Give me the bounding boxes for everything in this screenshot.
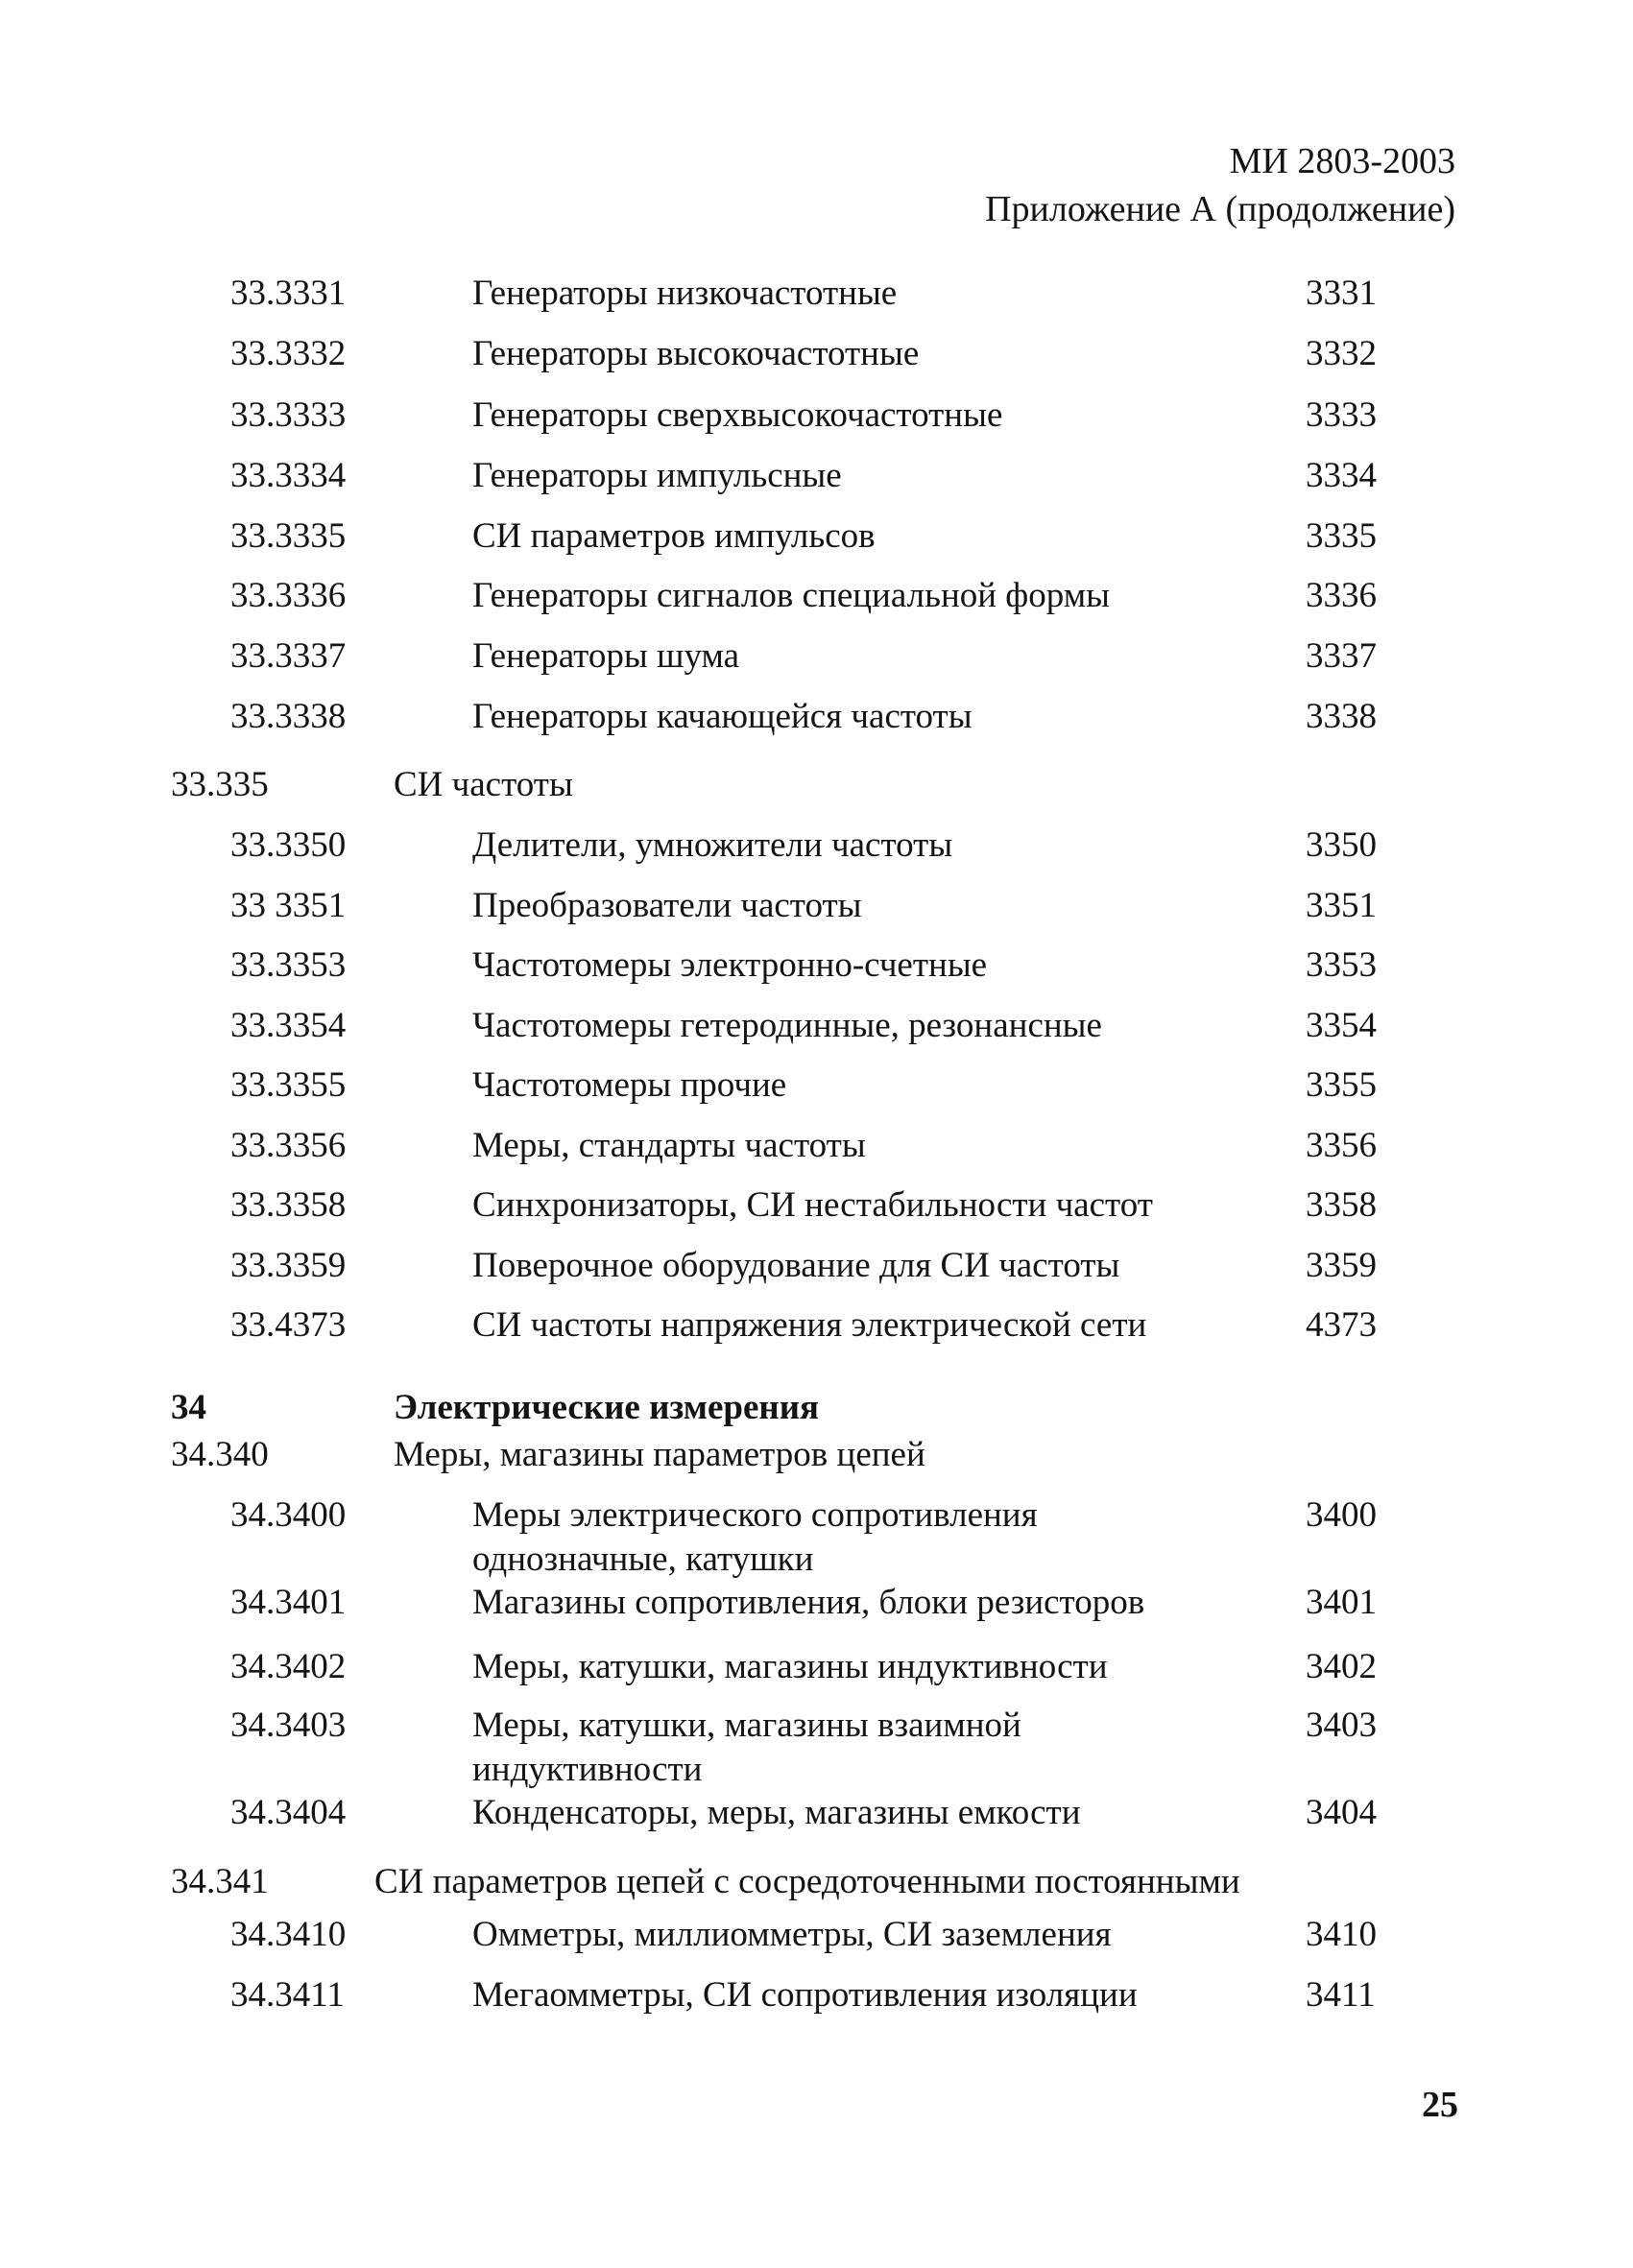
row-code: 33.3338: [230, 697, 347, 736]
row-number: 3331: [1306, 274, 1377, 313]
row-code: 33.3353: [230, 945, 347, 985]
row-number: 3354: [1306, 1006, 1377, 1045]
section-code: 34: [171, 1388, 206, 1427]
row-code: 34.3403: [230, 1706, 347, 1745]
row-code: 34.3411: [230, 1975, 345, 2015]
row-number: 3410: [1306, 1915, 1377, 1954]
row-code: 34.3404: [230, 1793, 347, 1832]
row-code: 33.3331: [230, 274, 347, 313]
row-number: 3332: [1306, 334, 1377, 373]
row-number: 3401: [1306, 1583, 1377, 1622]
row-number: 3351: [1306, 886, 1377, 925]
row-name: Частотомеры гетеродинные, резонансные: [472, 1006, 1102, 1045]
row-code: 33.3355: [230, 1065, 347, 1105]
row-name: Меры, катушки, магазины взаимной индуктивности: [472, 1706, 1021, 1789]
row-code: 33.3350: [230, 825, 347, 865]
row-name: Синхронизаторы, СИ нестабильности частот: [472, 1185, 1153, 1225]
row-name: Поверочное оборудование для СИ частоты: [472, 1246, 1120, 1285]
row-number: 3335: [1306, 516, 1377, 556]
row-number: 3403: [1306, 1706, 1377, 1745]
appendix-heading: Приложение А (продолжение): [985, 189, 1455, 229]
row-number: 3337: [1306, 636, 1377, 676]
row-code: 33.3356: [230, 1126, 347, 1165]
row-number: 3353: [1306, 945, 1377, 985]
row-name: Генераторы шума: [472, 636, 740, 676]
row-number: 4373: [1306, 1305, 1377, 1345]
row-number: 3404: [1306, 1793, 1377, 1832]
row-name: Генераторы высокочастотные: [472, 334, 920, 373]
row-name: Частотомеры прочие: [472, 1065, 787, 1105]
row-number: 3333: [1306, 395, 1377, 435]
group-name: Меры, магазины параметров цепей: [394, 1435, 925, 1474]
row-name: Генераторы качающейся частоты: [472, 697, 973, 736]
row-name: Генераторы сверхвысокочастотные: [472, 395, 1003, 435]
row-code: 34.3410: [230, 1915, 347, 1954]
row-number: 3334: [1306, 456, 1377, 495]
row-code: 34.3400: [230, 1495, 347, 1535]
group-name: СИ параметров цепей с сосредоточенными постоянными: [374, 1862, 1240, 1901]
row-code: 33.3333: [230, 395, 347, 435]
row-number: 3350: [1306, 825, 1377, 865]
row-name: Делители, умножители частоты: [472, 825, 953, 865]
row-number: 3358: [1306, 1185, 1377, 1225]
row-code: 33.3334: [230, 456, 347, 495]
group-code: 34.341: [171, 1862, 269, 1901]
row-name: Меры, стандарты частоты: [472, 1126, 866, 1165]
row-code: 33.3332: [230, 334, 347, 373]
row-name: Генераторы импульсные: [472, 456, 842, 495]
row-name: Меры электрического сопротивления однозначные, катушки: [472, 1495, 1038, 1579]
row-name: Меры, катушки, магазины индуктивности: [472, 1647, 1108, 1686]
group-code: 34.340: [171, 1435, 269, 1474]
row-code: 33 3351: [230, 886, 347, 925]
row-number: 3411: [1306, 1975, 1376, 2015]
row-name: Омметры, миллиомметры, СИ заземления: [472, 1915, 1112, 1954]
row-code: 33.4373: [230, 1305, 347, 1345]
row-number: 3336: [1306, 576, 1377, 615]
row-name: Магазины сопротивления, блоки резисторов: [472, 1583, 1145, 1622]
row-code: 33.3335: [230, 516, 347, 556]
document-number: МИ 2803-2003: [1229, 141, 1455, 181]
row-number: 3359: [1306, 1246, 1377, 1285]
row-name: Частотомеры электронно-счетные: [472, 945, 988, 985]
row-code: 33.3359: [230, 1246, 347, 1285]
row-code: 33.3358: [230, 1185, 347, 1225]
row-number: 3400: [1306, 1495, 1377, 1535]
row-code: 33.3354: [230, 1006, 347, 1045]
row-name: Генераторы низкочастотные: [472, 274, 898, 313]
row-name: СИ частоты напряжения электрической сети: [472, 1305, 1147, 1345]
row-code: 33.3336: [230, 576, 347, 615]
section-title: Электрические измерения: [394, 1388, 820, 1427]
row-number: 3338: [1306, 697, 1377, 736]
row-name: Мегаомметры, СИ сопротивления изоляции: [472, 1975, 1138, 2015]
row-name: СИ параметров импульсов: [472, 516, 876, 556]
row-number: 3355: [1306, 1065, 1377, 1105]
group-code: 33.335: [171, 765, 269, 804]
group-name: СИ частоты: [394, 765, 573, 804]
page-number: 25: [1422, 2085, 1458, 2125]
row-code: 33.3337: [230, 636, 347, 676]
row-name: Преобразователи частоты: [472, 886, 862, 925]
row-name: Конденсаторы, меры, магазины емкости: [472, 1793, 1081, 1832]
row-number: 3356: [1306, 1126, 1377, 1165]
row-number: 3402: [1306, 1647, 1377, 1686]
row-name: Генераторы сигналов специальной формы: [472, 576, 1110, 615]
row-code: 34.3402: [230, 1647, 347, 1686]
row-code: 34.3401: [230, 1583, 347, 1622]
